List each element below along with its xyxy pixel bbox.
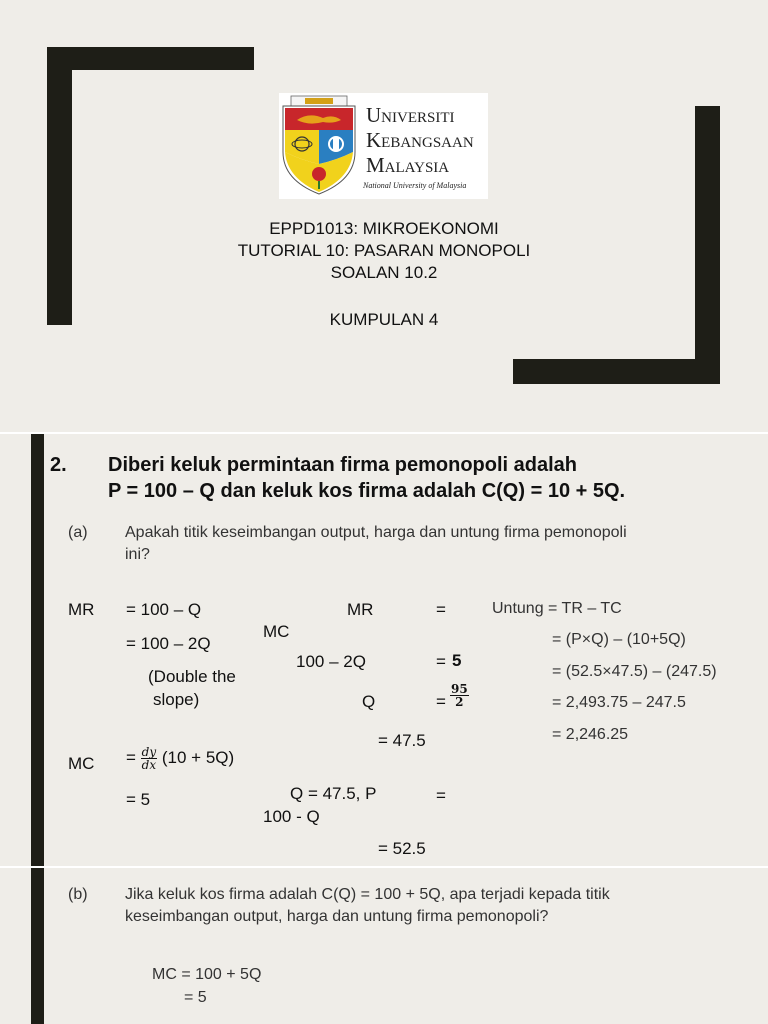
university-logo (279, 93, 488, 199)
part-a-line-2: ini? (125, 546, 150, 563)
mc-equation-2: = 5 (126, 790, 151, 809)
question-slide (0, 434, 768, 866)
part-a-line-1: Apakah titik keseimbangan output, harga dan untung firma pemonopoli (125, 524, 627, 541)
profit-line-5: = 2,246.25 (552, 726, 629, 743)
mr-equation-1: = 100 – Q (126, 600, 202, 619)
double-slope-note-1: (Double the (148, 667, 236, 686)
derivative-fraction (141, 746, 157, 771)
mr-equation-2: = 100 – 2Q (126, 634, 211, 653)
part-a-label: (a) (68, 524, 88, 541)
question-title: SOALAN 10.2 (330, 263, 438, 282)
mid-rhs-2: 5 (452, 651, 462, 670)
part-b-slide (0, 868, 768, 1024)
mid-p-value: = 52.5 (378, 839, 426, 858)
logo-tagline: National University of Malaysia (363, 181, 467, 190)
part-b-mc-line-2: = 5 (184, 989, 207, 1006)
mid-eq-2: = (436, 652, 446, 671)
frame-top-left-horizontal (47, 47, 254, 70)
left-accent-bar (31, 434, 44, 866)
mc-label: MC (68, 754, 95, 773)
frame-bottom-right-horizontal (513, 359, 720, 384)
logo-line-1: Universiti (366, 103, 455, 127)
mid-eq-1: = (436, 600, 446, 619)
title-slide (0, 0, 768, 432)
crest-icon (279, 94, 359, 198)
logo-line-2: Kebangsaan (366, 128, 474, 152)
double-slope-note-2: slope) (153, 690, 200, 709)
q-fraction (450, 683, 469, 708)
profit-line-3: = (52.5×47.5) – (247.5) (552, 663, 717, 680)
profit-line-1: Untung = TR – TC (492, 600, 622, 617)
part-b-mc-line-1: MC = 100 + 5Q (152, 966, 262, 983)
question-number: 2. (50, 454, 67, 476)
frame-top-left-vertical (47, 47, 72, 325)
group-title: KUMPULAN 4 (329, 310, 439, 329)
mid-p-rhs: 100 - Q (263, 807, 320, 826)
profit-line-2: = (P×Q) – (10+5Q) (552, 631, 686, 648)
mid-q-value: = 47.5 (378, 731, 426, 750)
mc-eq-sign: = (126, 747, 136, 767)
part-b-line-1: Jika keluk kos firma adalah C(Q) = 100 + 5Q, apa terjadi kepada titik (125, 886, 610, 903)
derivative-denominator: dx (141, 758, 157, 772)
tutorial-title: TUTORIAL 10: PASARAN MONOPOLI (237, 241, 531, 260)
q-fraction-numerator: 95 (451, 682, 468, 696)
mid-p-lhs: Q = 47.5, P (290, 784, 377, 803)
mid-q: Q (362, 692, 376, 711)
question-line-1: Diberi keluk permintaan firma pemonopoli adalah (108, 454, 577, 476)
mid-mr: MR (347, 600, 374, 619)
part-b-label: (b) (68, 886, 88, 903)
mc-derivative (126, 746, 234, 771)
mc-cost-function: (10 + 5Q) (161, 747, 235, 767)
part-b-line-2: keseimbangan output, harga dan untung firma pemonopoli? (125, 908, 549, 925)
question-line-2: P = 100 – Q dan keluk kos firma adalah C(Q) = 10 + 5Q. (108, 480, 626, 502)
q-fraction-denominator: 2 (455, 695, 464, 709)
mid-mc: MC (263, 622, 290, 641)
course-title: EPPD1013: MIKROEKONOMI (269, 219, 499, 238)
logo-line-3: Malaysia (366, 153, 450, 177)
mid-p-eq: = (436, 786, 446, 805)
mr-label: MR (68, 600, 95, 619)
left-accent-bar-2 (31, 868, 44, 1024)
profit-line-4: = 2,493.75 – 247.5 (552, 694, 686, 711)
mid-lhs-2: 100 – 2Q (296, 652, 366, 671)
mid-eq-3: = (436, 692, 446, 711)
derivative-numerator: dy (141, 745, 157, 759)
